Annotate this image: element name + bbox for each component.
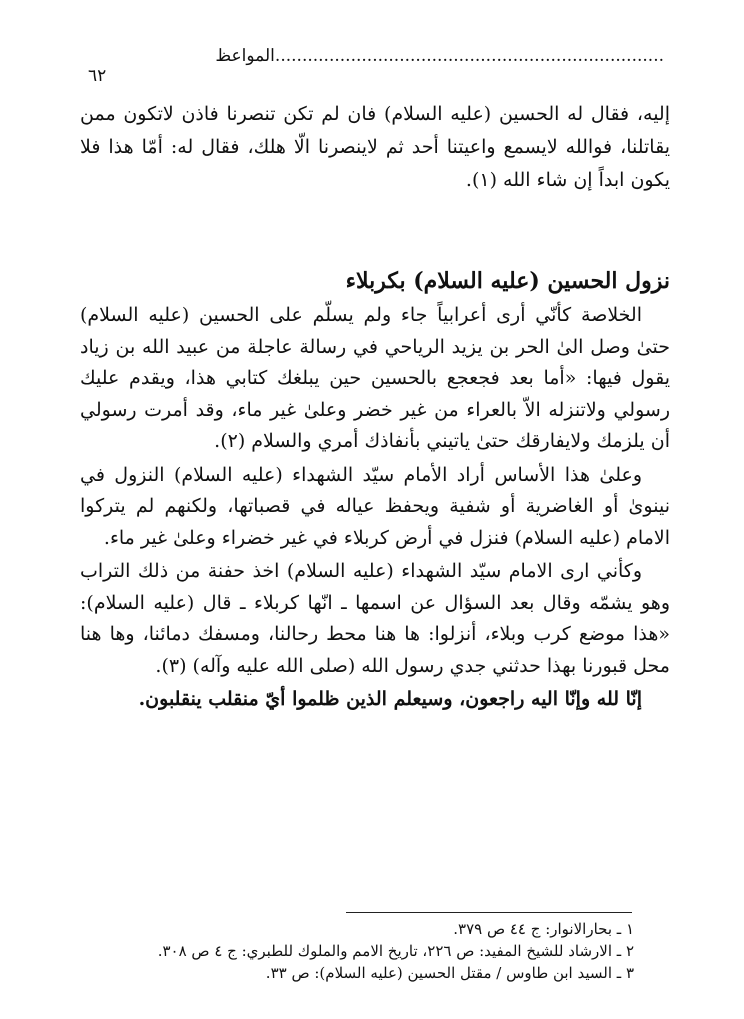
paragraph-3: وكأني ارى الامام سيّد الشهداء (عليه السلام) اخذ حفنة من ذلك التراب وهو يشمّه وقال بعد السؤال عن اسمها ـ انّها كربلاء ـ قال (عليه السلام): «هذا موضع كرب وبلاء، أنزلوا: ها هنا محط رحالنا، ومسفك دمائنا، وها هنا محل قبورنا بهذا حدثني جدي رسول الله (صلى الله عليه وآله) (٣). (80, 560, 670, 677)
page-number: ٦٢ (88, 66, 107, 86)
page-header (80, 44, 668, 84)
intro-text-block (80, 98, 670, 197)
footnote-1: ١ ـ بحارالانوار: ج ٤٤ ص ٣٧٩. (453, 920, 634, 938)
closing-verse: إنّا لله وإنّا اليه راجعون، وسيعلم الذين ظلموا أيّ منقلب ينقلبون. (138, 688, 642, 710)
running-title: المواعظ........................................................................ (215, 46, 664, 66)
section-heading: نزول الحسين (عليه السلام) بكربلاء (345, 268, 670, 294)
footnote-divider (346, 912, 632, 913)
footnote-3: ٣ ـ السيد ابن طاوس / مقتل الحسين (عليه السلام): ص ٣٣. (265, 964, 634, 982)
intro-paragraph: إليه، فقال له الحسين (عليه السلام) فان لم تكن تنصرنا فاذن لاتكون ممن يقاتلنا، فوالله لايسمع واعيتنا أحد ثم لاينصرنا الّا هلك، فقال له: أمّا هذا فلا يكون ابداً إن شاء الله (١). (80, 103, 670, 191)
paragraph-2: وعلىٰ هذا الأساس أراد الأمام سيّد الشهداء (عليه السلام) النزول في نينوىٰ أو الغاضرية أو شفية ويحفظ عياله في قصباتها، ولكنهم لم يتركوا الامام (عليه السلام) فنزل في أرض كربلاء في غير خضراء وعلىٰ غير ماء. (80, 463, 670, 549)
footnotes (120, 918, 634, 984)
paragraph-1: الخلاصة كأنّي أرى أعرابياً جاء ولم يسلّم على الحسين (عليه السلام) حتىٰ وصل الىٰ الحر بن يزيد الرياحي في رسالة عاجلة من عبيد الله بن زياد يقول فيها: «أما بعد فجعجع بالحسين حين يبلغك كتابي هذا، ويقدم عليك رسولي ولاتنزله الاّ بالعراء من غير خضر وعلىٰ غير ماء، وقد أمرت رسولي أن يلزمك ولايفارقك حتىٰ ياتيني بأنفاذك أمري والسلام (٢). (80, 304, 670, 452)
section-body (80, 300, 670, 718)
footnote-2: ٢ ـ الارشاد للشيخ المفيد: ص ٢٢٦، تاريخ الامم والملوك للطبري: ج ٤ ص ٣٠٨. (157, 942, 634, 960)
